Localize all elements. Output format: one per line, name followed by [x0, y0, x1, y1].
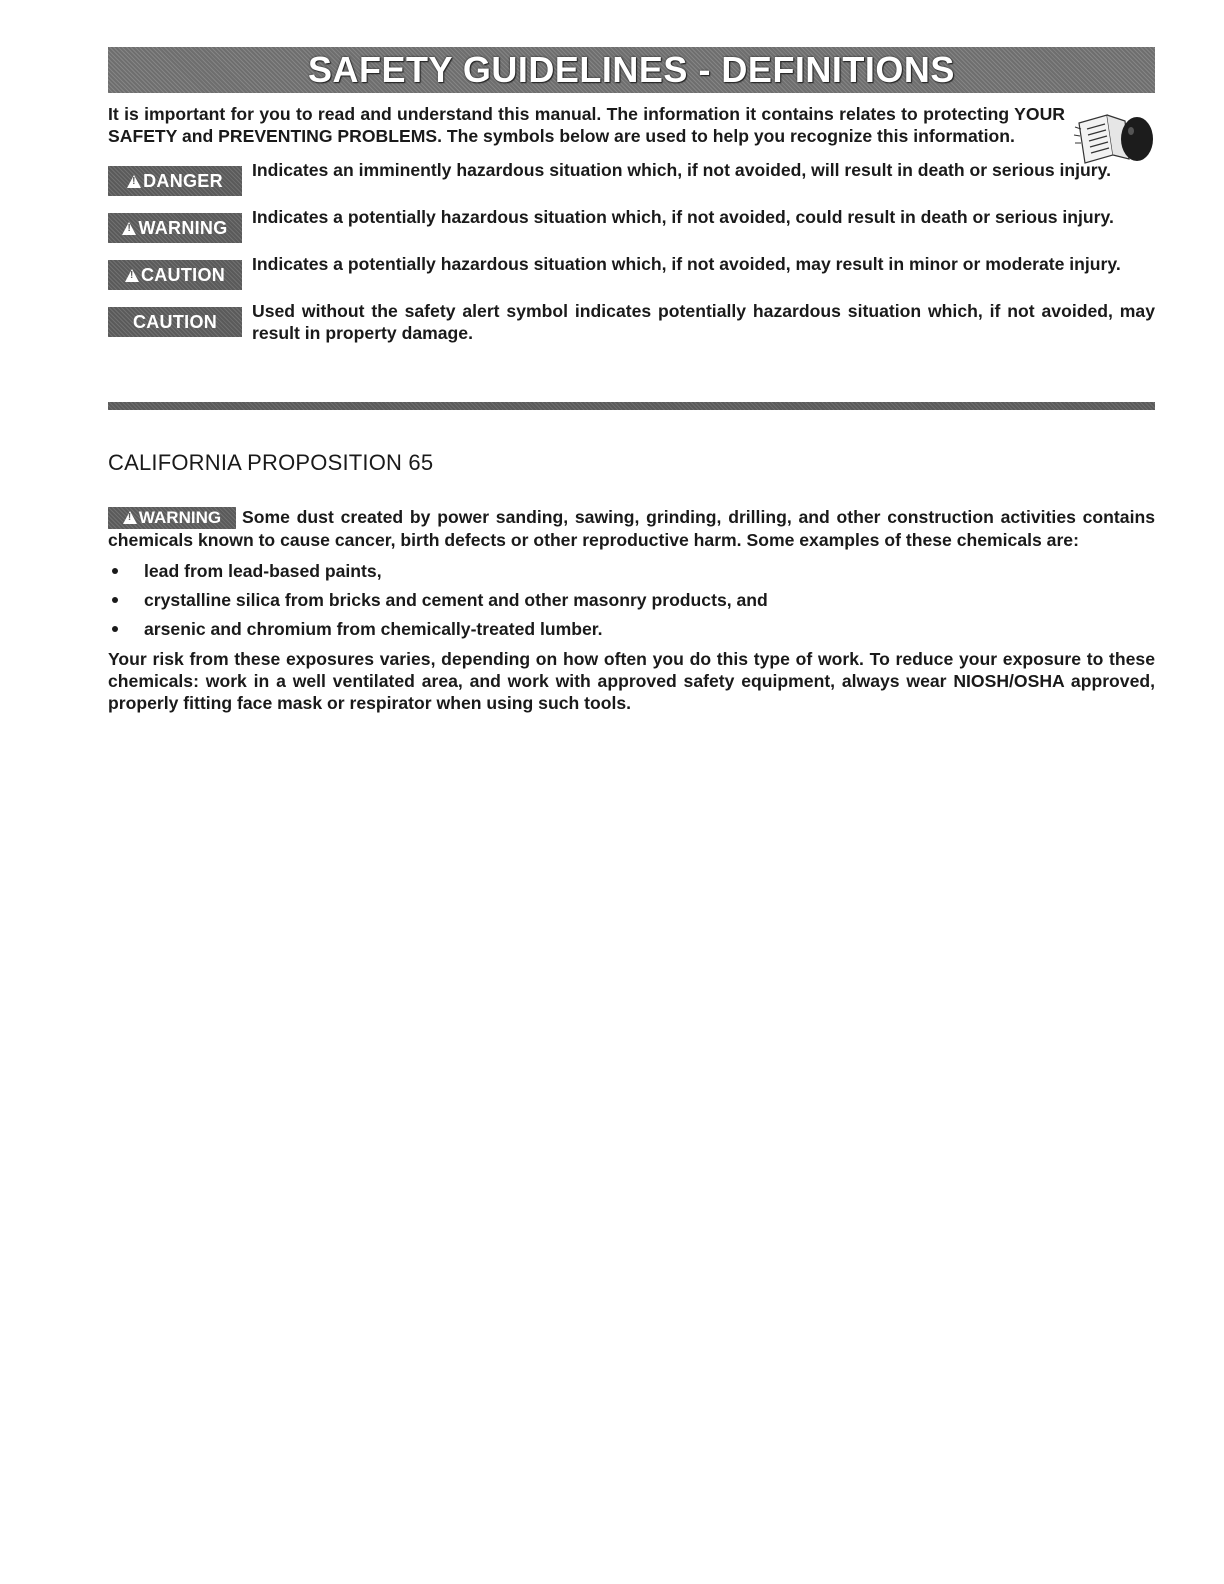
definition-row-caution-alert	[108, 253, 1155, 290]
proposition-65-text: Some dust created by power sanding, sawing, grinding, drilling, and other construction activities contains chemicals known to cause cancer, birth defects or other reproductive harm. Some examples of these chemicals are:	[108, 507, 1155, 550]
definition-text: Indicates a potentially hazardous situation which, if not avoided, could result in death or serious injury.	[252, 207, 1114, 227]
definition-row-danger	[108, 159, 1155, 196]
definition-text: Indicates an imminently hazardous situation which, if not avoided, will result in death or serious injury.	[252, 160, 1111, 180]
exposure-advice-paragraph: Your risk from these exposures varies, depending on how often you do this type of work. To reduce your exposure to these chemicals: work in a well ventilated area, and work with approved safety equipment, always wear NIOSH/OSHA approved, properly fitting face mask or respirator when using such tools.	[108, 649, 1155, 713]
signal-word: WARNING	[138, 508, 222, 527]
bullet-icon	[112, 597, 118, 603]
warning-signal-label	[108, 213, 242, 243]
list-item-text: arsenic and chromium from chemically-treated lumber.	[144, 619, 603, 639]
signal-word: CAUTION	[140, 264, 226, 285]
proposition-65-heading: CALIFORNIA PROPOSITION 65	[108, 450, 434, 475]
section-divider	[108, 402, 1155, 410]
document-page	[108, 47, 1155, 714]
chemical-examples-list	[108, 557, 1155, 644]
bullet-icon	[112, 568, 118, 574]
caution-signal-label	[108, 307, 242, 337]
list-item	[108, 615, 1155, 644]
manual-reading-icon	[1073, 109, 1155, 169]
title-banner	[108, 47, 1155, 93]
definition-text: Used without the safety alert symbol indicates potentially hazardous situation which, if not avoided, may result in property damage.	[252, 301, 1155, 343]
warning-signal-label	[108, 507, 236, 529]
caution-alert-signal-label	[108, 260, 242, 290]
safety-alert-icon	[123, 511, 137, 524]
safety-alert-icon	[127, 175, 141, 188]
list-item	[108, 586, 1155, 615]
list-item-text: lead from lead-based paints,	[144, 561, 382, 581]
definition-text: Indicates a potentially hazardous situation which, if not avoided, may result in minor or moderate injury.	[252, 254, 1121, 274]
bullet-icon	[112, 626, 118, 632]
danger-signal-label	[108, 166, 242, 196]
intro-text: It is important for you to read and understand this manual. The information it contains relates to protecting YOUR SAFETY and PREVENTING PROBLEMS. The symbols below are used to help you recognize this information.	[108, 104, 1065, 146]
list-item	[108, 557, 1155, 586]
safety-alert-icon	[125, 269, 139, 282]
signal-word: DANGER	[143, 170, 223, 191]
list-item-text: crystalline silica from bricks and cement and other masonry products, and	[144, 590, 768, 610]
signal-word: CAUTION	[132, 311, 218, 332]
definition-row-caution	[108, 300, 1155, 344]
safety-alert-icon	[122, 222, 136, 235]
page-title: SAFETY GUIDELINES - DEFINITIONS	[308, 49, 955, 90]
definition-row-warning	[108, 206, 1155, 243]
proposition-65-paragraph	[108, 506, 1155, 551]
signal-word: WARNING	[138, 217, 228, 238]
intro-section	[108, 103, 1155, 147]
